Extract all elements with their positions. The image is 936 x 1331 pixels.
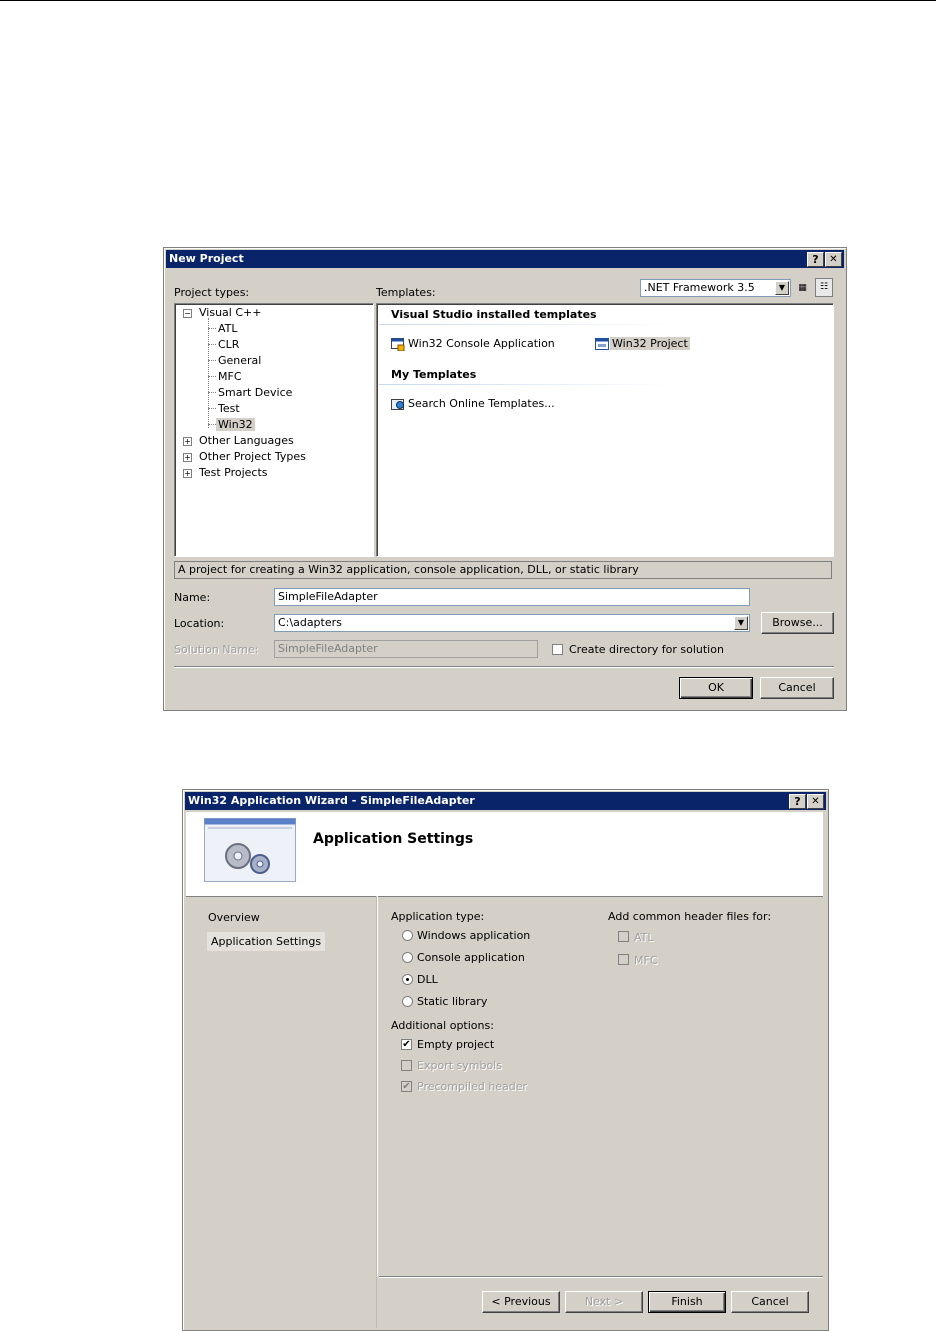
tree-line	[208, 376, 216, 377]
win32-project-icon	[595, 337, 609, 351]
description-bar: A project for creating a Win32 application, console application, DLL, or static library	[174, 561, 832, 579]
tree-item-other-project-types[interactable]: Other Project Types	[199, 450, 306, 463]
atl-checkbox[interactable]	[618, 931, 629, 942]
dialog-title: New Project	[169, 252, 244, 265]
expand-icon[interactable]: +	[184, 453, 191, 462]
template-win32-console[interactable]: Win32 Console Application	[408, 337, 555, 350]
search-online-icon	[391, 397, 405, 411]
divider	[379, 1276, 823, 1278]
small-icons-view-button[interactable]: ☷	[815, 278, 833, 297]
tree-item-visual-cpp[interactable]: Visual C++	[199, 306, 262, 319]
tree-item-win32[interactable]: Win32	[218, 418, 253, 431]
atl-label: ATL	[634, 931, 654, 944]
location-input[interactable]	[274, 614, 750, 632]
divider	[174, 666, 834, 668]
create-directory-checkbox[interactable]	[552, 644, 563, 655]
create-directory-label[interactable]: Create directory for solution	[569, 643, 724, 656]
page-top-rule	[0, 0, 936, 1]
radio-dll[interactable]	[402, 974, 413, 985]
header-divider	[379, 324, 679, 325]
search-online-templates[interactable]: Search Online Templates...	[408, 397, 555, 410]
wizard-title: Win32 Application Wizard - SimpleFileAdapter	[188, 794, 475, 807]
previous-button[interactable]: < Previous	[482, 1291, 560, 1313]
tree-item-other-languages[interactable]: Other Languages	[199, 434, 294, 447]
console-application-label[interactable]: Console application	[417, 951, 525, 964]
tree-item-clr[interactable]: CLR	[218, 338, 240, 351]
tree-line	[208, 424, 216, 425]
title-bar	[185, 792, 826, 810]
radio-windows-application[interactable]	[402, 930, 413, 941]
empty-project-label[interactable]: Empty project	[417, 1038, 495, 1051]
tree-line	[208, 344, 216, 345]
radio-static-library[interactable]	[402, 996, 413, 1007]
installed-templates-header: Visual Studio installed templates	[391, 308, 597, 321]
solution-name-input[interactable]: SimpleFileAdapter	[274, 640, 538, 658]
precompiled-header-label: Precompiled header	[417, 1080, 528, 1093]
tree-item-smart-device[interactable]: Smart Device	[218, 386, 293, 399]
template-win32-project[interactable]: Win32 Project	[612, 337, 688, 350]
precompiled-header-checkbox[interactable]: ✔	[402, 1081, 411, 1092]
close-button[interactable]: ✕	[825, 252, 842, 267]
framework-value: .NET Framework 3.5	[644, 281, 755, 294]
console-app-icon	[391, 337, 405, 351]
header-files-label: Add common header files for:	[608, 910, 772, 923]
location-label: Location:	[174, 617, 225, 630]
nav-overview[interactable]: Overview	[208, 911, 260, 924]
project-types-tree[interactable]	[174, 303, 374, 557]
tree-item-test-projects[interactable]: Test Projects	[199, 466, 268, 479]
static-library-label[interactable]: Static library	[417, 995, 488, 1008]
large-icons-view-button[interactable]: ▦	[798, 283, 807, 293]
my-templates-header: My Templates	[391, 368, 477, 381]
cancel-button[interactable]: Cancel	[760, 677, 834, 699]
project-types-label: Project types:	[174, 286, 250, 299]
gears-icon	[204, 818, 296, 882]
cancel-button[interactable]: Cancel	[731, 1291, 809, 1313]
location-value: C:\adapters	[278, 616, 342, 629]
windows-application-label[interactable]: Windows application	[417, 929, 531, 942]
dll-label[interactable]: DLL	[417, 973, 438, 986]
tree-item-atl[interactable]: ATL	[218, 322, 238, 335]
templates-label: Templates:	[376, 286, 436, 299]
ok-button[interactable]: OK	[679, 677, 753, 699]
wizard-header	[186, 812, 823, 897]
tree-line	[208, 328, 216, 329]
framework-select[interactable]	[640, 279, 791, 297]
nav-application-settings[interactable]: Application Settings	[207, 932, 325, 951]
tree-line	[208, 408, 216, 409]
chevron-down-icon[interactable]: ▼	[775, 281, 789, 295]
help-button[interactable]: ?	[789, 794, 806, 809]
empty-project-checkbox[interactable]: ✔	[402, 1039, 411, 1050]
tree-item-test[interactable]: Test	[218, 402, 240, 415]
nav-divider	[376, 896, 377, 1328]
wizard-dialog	[182, 789, 829, 1331]
browse-button[interactable]: Browse...	[761, 612, 834, 634]
tree-item-general[interactable]: General	[218, 354, 262, 367]
mfc-label: MFC	[634, 954, 658, 967]
export-symbols-label: Export symbols	[417, 1059, 502, 1072]
name-label: Name:	[174, 591, 211, 604]
collapse-icon[interactable]: −	[184, 309, 191, 318]
expand-icon[interactable]: +	[184, 437, 191, 446]
finish-button[interactable]: Finish	[648, 1291, 726, 1313]
next-button[interactable]: Next >	[565, 1291, 643, 1313]
export-symbols-checkbox[interactable]	[401, 1060, 412, 1071]
solution-name-label: Solution Name:	[174, 643, 259, 656]
tree-line	[208, 392, 216, 393]
chevron-down-icon[interactable]: ▼	[734, 616, 748, 630]
settings-panel	[377, 896, 824, 1276]
tree-item-mfc[interactable]: MFC	[218, 370, 242, 383]
tree-line	[208, 360, 216, 361]
close-button[interactable]: ✕	[807, 794, 824, 809]
expand-icon[interactable]: +	[184, 469, 191, 478]
wizard-header-title: Application Settings	[313, 831, 474, 847]
templates-list[interactable]	[376, 303, 834, 557]
additional-options-label: Additional options:	[391, 1019, 494, 1032]
mfc-checkbox[interactable]	[618, 954, 629, 965]
application-type-label: Application type:	[391, 910, 485, 923]
header-divider	[379, 384, 679, 385]
new-project-dialog	[163, 247, 847, 711]
name-input[interactable]: SimpleFileAdapter	[274, 588, 750, 606]
help-button[interactable]: ?	[807, 252, 824, 267]
title-bar	[166, 250, 844, 268]
tree-line	[208, 318, 209, 428]
radio-console-application[interactable]	[402, 952, 413, 963]
